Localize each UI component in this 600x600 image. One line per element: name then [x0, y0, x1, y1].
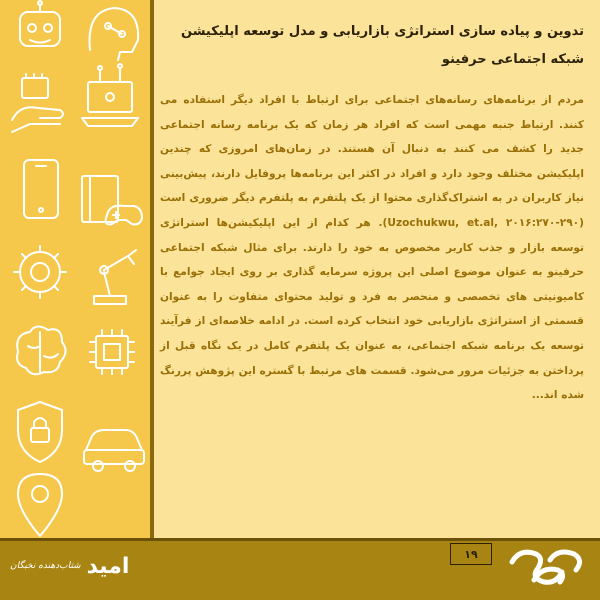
article-body: مردم از برنامه‌های رسانه‌های اجتماعی برای ارتباط با افراد دیگر استفاده می کنند. ارتباط جنبه مهمی است که افراد هر زمان که یک برنامه رسانه اجتماعی جدید را کشف می کنند به دنبال آن هستند. در زمان‌های امروزی که چندین اپلیکیشن مختلف وجود دارد و افراد در اکثر این برنامه‌ها پروفایل دارند، پیش‌بینی نیاز کاربران در به اشتراک‌گذاری محتوا از یک پلتفرم به پلتفرم دیگر ضروری است (Uzochukwu, et.al, ۲۰۱۶:۲۷۰-۲۹۰). هر کدام از این اپلیکیشن‌ها استراتژی توسعه بازار و جذب کاربر مخصوص به خود را دارند. برای مثال شبکه اجتماعی حرفینو به عنوان موضوع اصلی این پروژه سرمایه گذاری بر روی ایجاد جوامع با کامیونیتی های تخصصی و منحصر به فرد و تولید محتوای متفاوت را به عنوان قسمتی از استراتژی بازاریابی خود انتخاب کرده است. در ادامه خلاصه‌ای از فرآیند توسعه یک برنامه شبکه اجتماعی، به عنوان یک پلتفرم کامل در یک نگاه قبل از پرداختن به جزئیات مرور می‌شود. قسمت های مرتبط با گستره این پژوهش پررنگ شده اند...	[160, 94, 584, 402]
footer-bar	[0, 538, 600, 600]
gear-brain-icon	[14, 246, 66, 298]
brand-tagline: شتاب‌دهنده نخبگان	[10, 561, 81, 571]
circuit-head-icon	[90, 8, 139, 60]
car-icon	[84, 430, 144, 471]
footer-divider	[0, 538, 600, 541]
cpu-chip-icon	[90, 330, 134, 374]
decor-strip	[0, 0, 150, 538]
page-number: ۱۹	[450, 543, 492, 565]
panel-divider	[150, 0, 154, 538]
logo-icon	[500, 542, 590, 592]
hand-chip-icon	[12, 74, 63, 132]
smartphone-icon	[24, 160, 58, 218]
laptop-circuit-icon	[82, 64, 138, 126]
brain-chip-icon	[17, 326, 66, 374]
location-pin-icon	[18, 474, 62, 536]
robot-arm-icon	[94, 250, 136, 304]
robot-icon	[20, 1, 60, 46]
brand-name: امید	[86, 553, 130, 579]
shield-lock-icon	[18, 402, 62, 462]
gamepad-book-icon	[82, 176, 142, 224]
article-title: تدوین و پیاده سازی استراتژی بازاریابی و مدل توسعه اپلیکیشن شبکه اجتماعی حرفینو	[181, 24, 584, 67]
brand	[10, 544, 129, 588]
